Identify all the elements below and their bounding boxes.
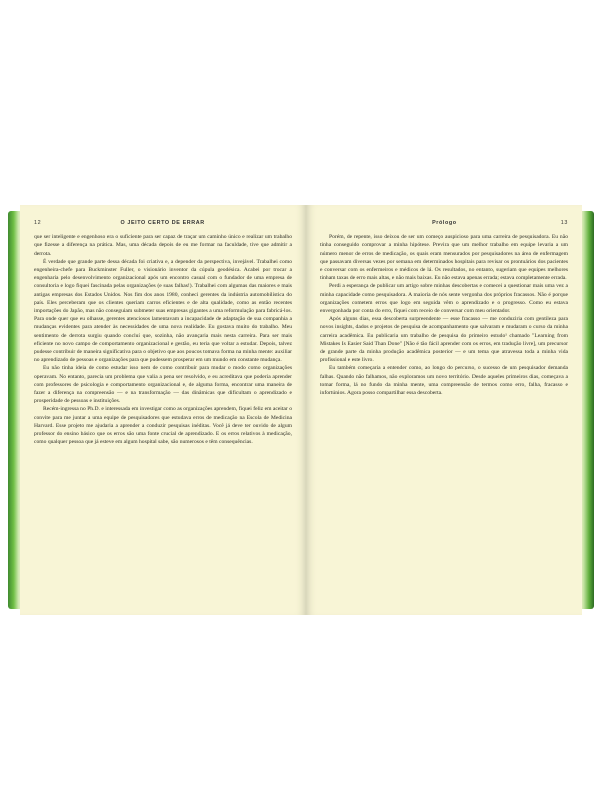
left-paragraph: Eu não tinha ideia de como estudar isso nem de como contribuir para mudar o modo como organizações operavam. No entanto, parecia um problema que valia a pena ser resolvido, e eu acreditava que poderia aprender com professores de psicologia e comportamento organizacional e, de alguma forma, encontrar uma maneira de fazer a diferença na compreensão — e na transformação — das dinâmicas que dificultam o aprendizado e prosperidade de pessoas e instituições. — [34, 365, 292, 405]
left-running-title: O JEITO CERTO DE ERRAR — [120, 220, 205, 226]
right-page — [306, 205, 582, 615]
left-page-number: 12 — [34, 220, 42, 226]
right-paragraph: Eu também começaria a entender como, ao longo do percurso, o sucesso de um pesquisador demanda falhas. Quando não falhamos, não exploramos um novo território. Desde aqueles primeiros dias, começava a tomar forma, lá no fundo da minha mente, uma compreensão de termos como erro, falha, fracasso e infortúnios. Agora posso compartilhar essa descoberta. — [320, 365, 568, 397]
right-page-number: 13 — [560, 220, 568, 226]
left-running-head — [34, 219, 292, 227]
right-running-title: Prólogo — [432, 220, 457, 226]
open-book — [8, 205, 594, 615]
right-running-head — [320, 219, 568, 227]
right-paragraph: Após alguns dias, essa descoberta surpreendente — esse fracasso — me conduziria com gentileza para novos insights, dados e projetos de pesquisa de acompanhamento que salvaram e mudaram o curso da minha carreira acadêmica. Eu publicaria um trabalho de pesquisa do primeiro estudo¹ chamado "Learning from Mistakes Is Easier Said Than Done" [Não é tão fácil aprender com os erros, em tradução livre], um precursor de grande parte da minha produção acadêmica posterior — e um tema que atravessa toda a minha vida profissional e este livro. — [320, 316, 568, 364]
left-paragraph: É verdade que grande parte dessa década foi criativa e, a depender da perspectiva, invejável. Trabalhei como engenheira-chefe para Buckminster Fuller, o visionário inventor da cúpula geodésica. Acabei por trocar a engenharia pelo desenvolvimento organizacional após um encontro casual com o fundador de uma empresa de consultoria e logo fiquei fascinada pelas organizações (e suas falhas!). Trabalhei com algumas das maiores e mais antigas empresas dos Estados Unidos. Nos fim dos anos 1980, conheci gerentes da indústria automobilística do país. Eles perceberam que os clientes queriam carros eficientes e de alta qualidade, como as então recentes importações do Japão, mas não conseguiam submeter suas empresas gigantes a uma reformulação para fabricá-los. Para onde quer que eu olhasse, gerentes atenciosos lamentavam a incapacidade de adaptação de sua companhia a mudanças evidentes para atender às necessidades de uma nova realidade. Eu gostava muito do trabalho. Meu sentimento de derrota surgiu quando concluí que, sozinha, não avançaria mais nesta carreira. Para ser mais eficiente no novo campo de comportamento organizacional e gestão, eu teria que voltar a estudar. Depois, talvez pudesse contribuir de maneira significativa para o objetivo que aos poucos tomava forma na minha mente: auxiliar no aprendizado de pessoas e organizações para que pudessem prosperar em um mundo em constante mudança. — [34, 258, 292, 364]
left-page — [20, 205, 306, 615]
left-paragraph: Recém-ingressa no Ph.D. e interessada em investigar como as organizações aprendem, fiquei feliz em aceitar o convite para me juntar a uma equipe de pesquisadores que estudava erros de medicação na Escola de Medicina Harvard. Esse projeto me ajudaria a aprender a conduzir pesquisas inéditas. Você já deve ter ouvido de algum professor do ensino básico que os erros são uma fonte crucial de aprendizado. E os erros relativos à medicação, como qualquer pessoa que já esteve em algum hospital sabe, são numerosos e têm consequências. — [34, 406, 292, 446]
right-paragraph: Porém, de repente, isso deixou de ser um começo auspicioso para uma carreira de pesquisadora. Eu não tinha conseguido comprovar a minha hipótese. Previra que um melhor trabalho em equipe levaria a um número menor de erros de medicação, os quais eram mensurados por pesquisadores na área de enfermagem que passavam diversas vezes por semana em determinados hospitais para revisar os prontuários dos pacientes e conversar com os enfermeiros e médicos de lá. Os resultados, no entanto, sugeriam que equipes melhores tinham taxas de erro mais altas, e não mais baixas. Eu não estava apenas errada; estava completamente errada. — [320, 234, 568, 282]
book-edge-right — [580, 211, 594, 609]
left-paragraph: que ser inteligente e engenhoso era o suficiente para ser capaz de traçar um caminho único e realizar um trabalho que fizesse a diferença na prática. Mas, uma década depois de eu me formar na faculdade, tive que admitir a derrota. — [34, 234, 292, 257]
right-paragraph: Perdi a esperança de publicar um artigo sobre minhas descobertas e comecei a questionar mais uma vez a minha capacidade como pesquisadora. A maioria de nós sente vergonha dos próprios fracassos. Não é porque organizações cometem erros que logo em seguida vêm o aprendizado e o progresso. Como eu estava envergonhada por conta do erro, fiquei com receio de conversar com meu orientador. — [320, 283, 568, 315]
